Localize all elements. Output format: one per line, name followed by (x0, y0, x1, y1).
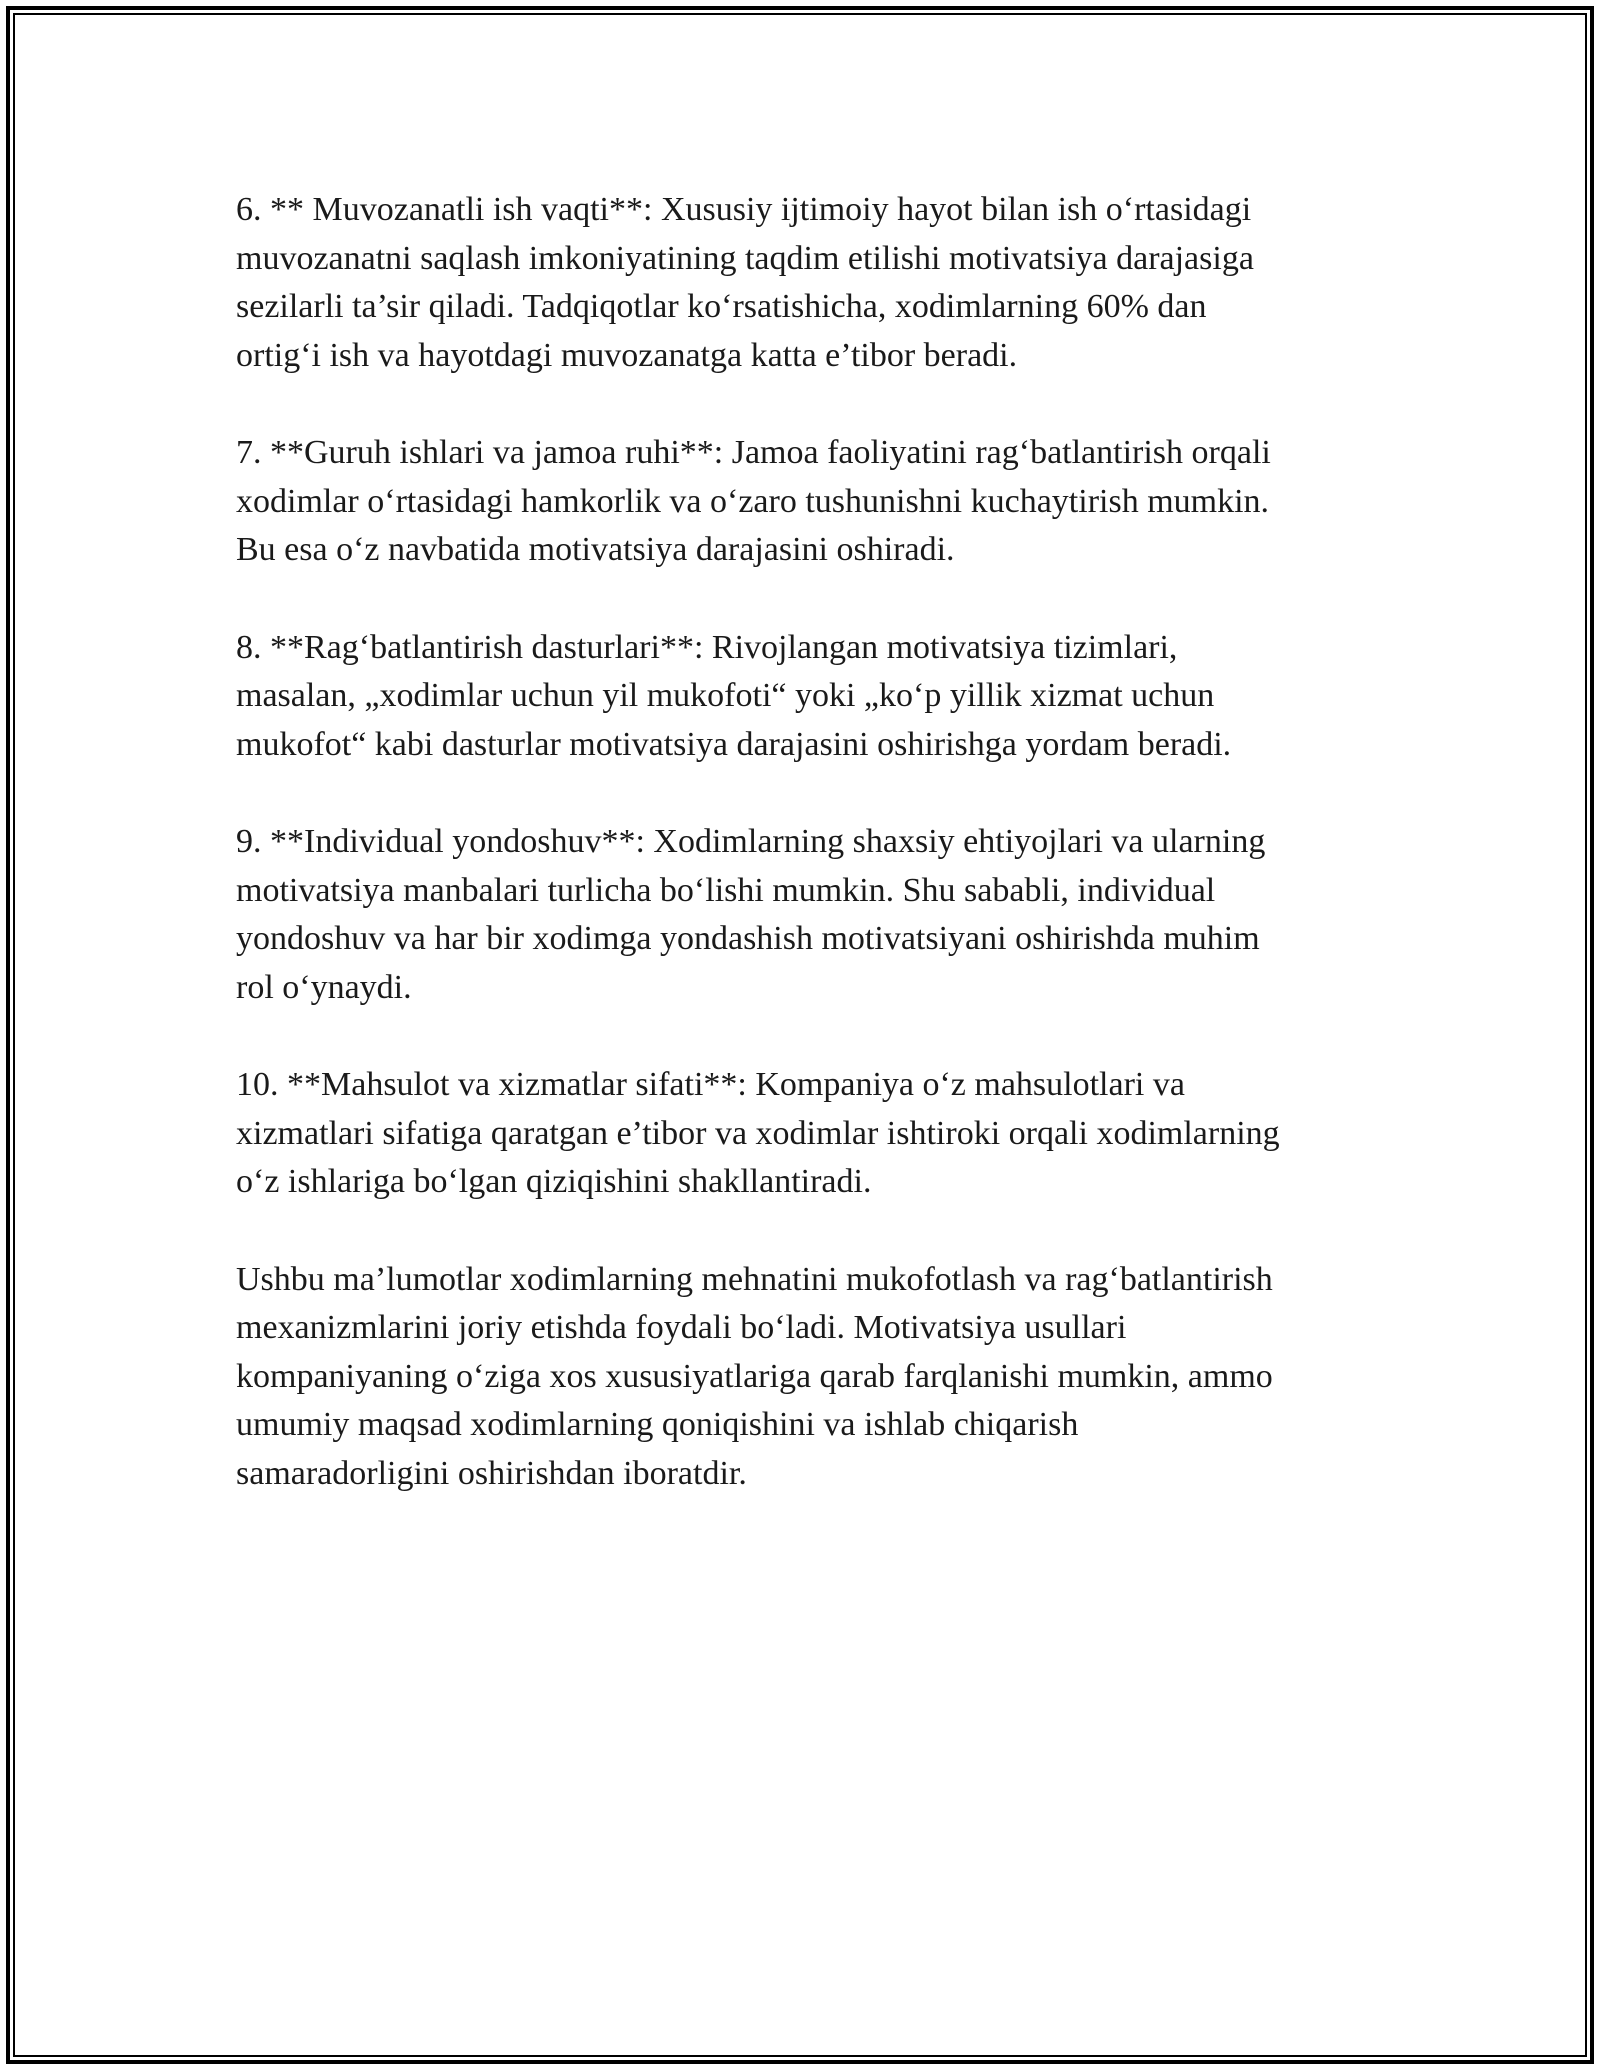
paragraph-item-10 (236, 1061, 1386, 1207)
text-line: 7. **Guruh ishlari va jamoa ruhi**: Jamoa faoliyatini rag‘batlantirish orqali (236, 434, 1271, 471)
text-line: masalan, „xodimlar uchun yil mukofoti“ yoki „ko‘p yillik xizmat uchun (236, 677, 1215, 714)
text-line: Ushbu ma’lumotlar xodimlarning mehnatini mukofotlash va rag‘batlantirish (236, 1260, 1273, 1298)
text-line: kompaniyaning o‘ziga xos xususiyatlariga qarab farqlanishi mumkin, ammo (236, 1357, 1273, 1395)
text-line: umumiy maqsad xodimlarning qoniqishini va ishlab chiqarish (236, 1406, 1079, 1443)
text-line: sezilarli ta’sir qiladi. Tadqiqotlar ko‘rsatishicha, xodimlarning 60% dan (236, 288, 1207, 325)
text-line: mexanizmlarini joriy etishda foydali bo‘ladi. Motivatsiya usullari (236, 1309, 1127, 1346)
paragraph-conclusion (236, 1256, 1386, 1499)
text-line: 10. **Mahsulot va xizmatlar sifati**: Kompaniya o‘z mahsulotlari va (236, 1066, 1185, 1103)
text-line: mukofot“ kabi dasturlar motivatsiya darajasini oshirishga yordam beradi. (236, 725, 1232, 763)
text-line: motivatsiya manbalari turlicha bo‘lishi mumkin. Shu sababli, individual (236, 871, 1216, 909)
text-line: xodimlar o‘rtasidagi hamkorlik va o‘zaro tushunishni kuchaytirish mumkin. (236, 482, 1270, 520)
text-line: ortig‘i ish va hayotdagi muvozanatga katta e’tibor beradi. (236, 336, 1018, 374)
text-line: 9. **Individual yondoshuv**: Xodimlarning shaxsiy ehtiyojlari va ularning (236, 823, 1266, 860)
text-line: o‘z ishlariga bo‘lgan qiziqishini shakllantiradi. (236, 1163, 872, 1200)
text-line: muvozanatni saqlash imkoniyatining taqdim etilishi motivatsiya darajasiga (236, 239, 1254, 277)
document-body (236, 186, 1386, 1547)
paragraph-item-9 (236, 818, 1386, 1012)
text-line: 8. **Rag‘batlantirish dasturlari**: Rivojlangan motivatsiya tizimlari, (236, 628, 1178, 666)
paragraph-item-7 (236, 429, 1386, 575)
paragraph-item-6 (236, 186, 1386, 380)
text-line: 6. ** Muvozanatli ish vaqti**: Xususiy ijtimoiy hayot bilan ish o‘rtasidagi (236, 191, 1252, 228)
text-line: rol o‘ynaydi. (236, 968, 412, 1006)
text-line: samaradorligini oshirishdan iboratdir. (236, 1454, 747, 1492)
text-line: xizmatlari sifatiga qaratgan e’tibor va xodimlar ishtiroki orqali xodimlarning (236, 1114, 1280, 1152)
text-line: Bu esa o‘z navbatida motivatsiya darajasini oshiradi. (236, 531, 955, 568)
text-line: yondoshuv va har bir xodimga yondashish motivatsiyani oshirishda muhim (236, 920, 1260, 957)
paragraph-item-8 (236, 624, 1386, 770)
